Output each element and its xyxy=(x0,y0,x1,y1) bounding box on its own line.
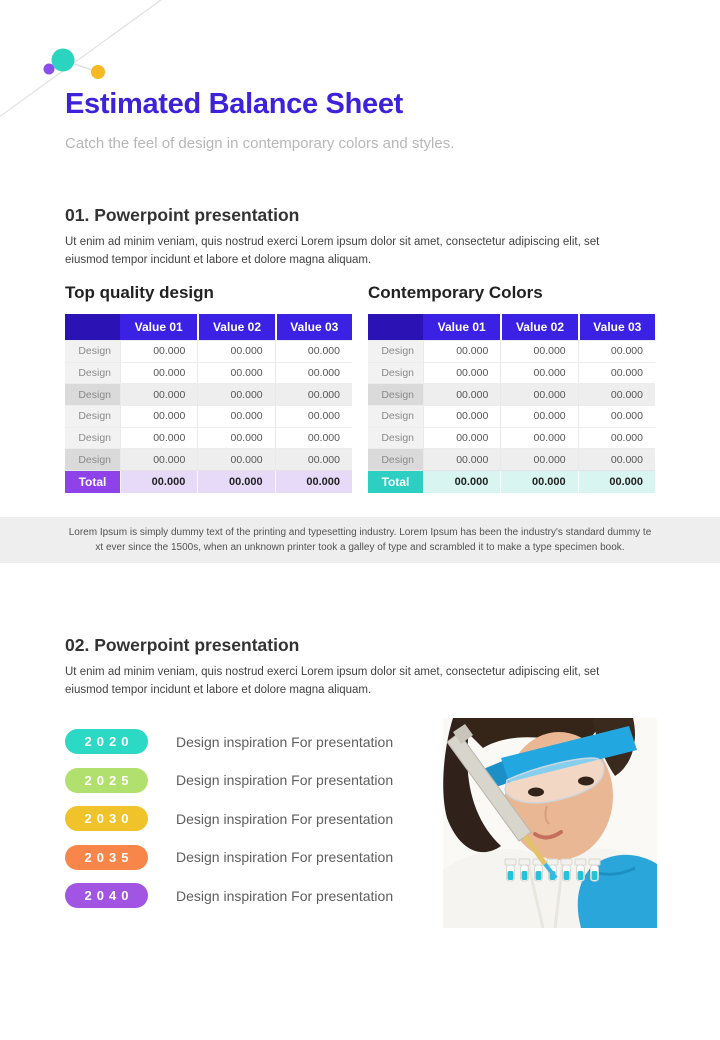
table-row xyxy=(368,362,655,384)
cell-value: 00.000 xyxy=(578,341,655,362)
timeline-label: Design inspiration For presentation xyxy=(176,887,394,904)
page-subtitle: Catch the feel of design in contemporary colors and styles. xyxy=(65,135,455,152)
table-row xyxy=(65,427,352,449)
cell-value: 00.000 xyxy=(197,428,274,449)
cell-value: 00.000 xyxy=(197,384,274,405)
cell-value: 00.000 xyxy=(197,406,274,427)
year-badge: 2020 xyxy=(65,729,148,754)
row-label: Design xyxy=(368,428,423,449)
cell-value: 00.000 xyxy=(197,341,274,362)
row-label: Design xyxy=(65,449,120,470)
total-value: 00.000 xyxy=(197,471,274,493)
total-label: Total xyxy=(368,471,423,493)
cell-value: 00.000 xyxy=(578,363,655,384)
cell-value: 00.000 xyxy=(197,363,274,384)
table-column-header: Value 02 xyxy=(197,314,274,340)
table-column-header: Value 03 xyxy=(578,314,655,340)
year-badge: 2030 xyxy=(65,806,148,831)
cell-value: 00.000 xyxy=(500,449,577,470)
total-value: 00.000 xyxy=(120,471,197,493)
total-value: 00.000 xyxy=(578,471,655,493)
section-02-heading: 02. Powerpoint presentation xyxy=(65,635,300,655)
lorem-banner xyxy=(0,517,720,563)
scientist-photo xyxy=(443,718,657,928)
section-02-body: Ut enim ad minim veniam, quis nostrud exerci Lorem ipsum dolor sit amet, consectetur adipiscing elit, set eiusmod tempor incidunt et labore et dolore magna aliquam. xyxy=(65,666,600,696)
balance-table xyxy=(368,314,655,493)
yellow-dot xyxy=(91,65,105,79)
timeline-item xyxy=(65,729,393,754)
cell-value: 00.000 xyxy=(423,341,500,362)
cell-value: 00.000 xyxy=(197,449,274,470)
table-row xyxy=(368,340,655,362)
table-row xyxy=(65,448,352,470)
total-label: Total xyxy=(65,471,120,493)
row-label: Design xyxy=(368,449,423,470)
row-label: Design xyxy=(368,341,423,362)
table-row xyxy=(65,383,352,405)
page-title: Estimated Balance Sheet xyxy=(65,88,404,120)
table-column-header: Value 02 xyxy=(500,314,577,340)
cell-value: 00.000 xyxy=(120,428,197,449)
cell-value: 00.000 xyxy=(423,363,500,384)
cell-value: 00.000 xyxy=(423,428,500,449)
row-label: Design xyxy=(368,363,423,384)
teal-dot xyxy=(52,49,75,72)
row-label: Design xyxy=(368,406,423,427)
cell-value: 00.000 xyxy=(423,406,500,427)
cell-value: 00.000 xyxy=(275,406,352,427)
table-column-header: Value 01 xyxy=(423,314,500,340)
total-value: 00.000 xyxy=(423,471,500,493)
cell-value: 00.000 xyxy=(120,363,197,384)
row-label: Design xyxy=(65,363,120,384)
table-row xyxy=(65,340,352,362)
cell-value: 00.000 xyxy=(120,384,197,405)
cell-value: 00.000 xyxy=(275,384,352,405)
cell-value: 00.000 xyxy=(500,428,577,449)
year-badge: 2040 xyxy=(65,883,148,908)
table-row xyxy=(65,362,352,384)
table-column-header: Value 03 xyxy=(275,314,352,340)
cell-value: 00.000 xyxy=(500,341,577,362)
table-title: Contemporary Colors xyxy=(368,283,543,302)
cell-value: 00.000 xyxy=(120,341,197,362)
year-badge: 2035 xyxy=(65,845,148,870)
timeline-label: Design inspiration For presentation xyxy=(176,849,394,865)
table-row xyxy=(65,405,352,427)
cell-value: 00.000 xyxy=(275,449,352,470)
row-label: Design xyxy=(65,341,120,362)
table-header-row xyxy=(65,314,352,340)
cell-value: 00.000 xyxy=(423,384,500,405)
banner-line: Lorem Ipsum is simply dummy text of the printing and typesetting industry. Lorem Ipsum has been the industry's standard dummy te xyxy=(68,527,652,538)
cell-value: 00.000 xyxy=(578,384,655,405)
timeline-label: Design inspiration For presentation xyxy=(176,772,394,788)
cell-value: 00.000 xyxy=(578,406,655,427)
cell-value: 00.000 xyxy=(275,341,352,362)
tables-row xyxy=(65,283,655,493)
table-total-row xyxy=(65,470,352,493)
table-corner-cell xyxy=(65,314,120,340)
cell-value: 00.000 xyxy=(120,449,197,470)
timeline-label: Design inspiration For presentation xyxy=(176,810,394,827)
year-badge: 2025 xyxy=(65,768,148,793)
cell-value: 00.000 xyxy=(578,449,655,470)
cell-value: 00.000 xyxy=(500,363,577,384)
total-value: 00.000 xyxy=(275,471,352,493)
timeline-label: Design inspiration For presentation xyxy=(176,733,394,750)
table-block-top-quality xyxy=(65,283,352,493)
table-row xyxy=(368,405,655,427)
cell-value: 00.000 xyxy=(500,384,577,405)
banner-line: xt ever since the 1500s, when an unknown printer took a galley of type and scrambled it to make a type specimen book. xyxy=(95,542,625,553)
table-row xyxy=(368,448,655,470)
table-total-row xyxy=(368,470,655,493)
cell-value: 00.000 xyxy=(275,363,352,384)
table-column-header: Value 01 xyxy=(120,314,197,340)
cell-value: 00.000 xyxy=(120,406,197,427)
row-label: Design xyxy=(65,428,120,449)
timeline-item xyxy=(65,806,393,831)
section-02 xyxy=(65,635,631,700)
year-timeline xyxy=(65,729,393,908)
cell-value: 00.000 xyxy=(423,449,500,470)
cell-value: 00.000 xyxy=(500,406,577,427)
table-block-contemporary xyxy=(368,283,655,493)
table-title: Top quality design xyxy=(65,283,214,302)
timeline-item xyxy=(65,768,393,793)
balance-table xyxy=(65,314,352,493)
table-header-row xyxy=(368,314,655,340)
table-row xyxy=(368,427,655,449)
cell-value: 00.000 xyxy=(275,428,352,449)
section-01-body: Ut enim ad minim veniam, quis nostrud exerci Lorem ipsum dolor sit amet, consectetur adipiscing elit, set eiusmod tempor incidunt et labore et dolore magna aliquam. xyxy=(65,236,600,266)
table-corner-cell xyxy=(368,314,423,340)
timeline-item xyxy=(65,845,393,870)
table-row xyxy=(368,383,655,405)
timeline-item xyxy=(65,883,393,908)
section-01 xyxy=(65,205,631,270)
row-label: Design xyxy=(368,384,423,405)
row-label: Design xyxy=(65,384,120,405)
row-label: Design xyxy=(65,406,120,427)
cell-value: 00.000 xyxy=(578,428,655,449)
section-01-heading: 01. Powerpoint presentation xyxy=(65,205,300,225)
total-value: 00.000 xyxy=(500,471,577,493)
